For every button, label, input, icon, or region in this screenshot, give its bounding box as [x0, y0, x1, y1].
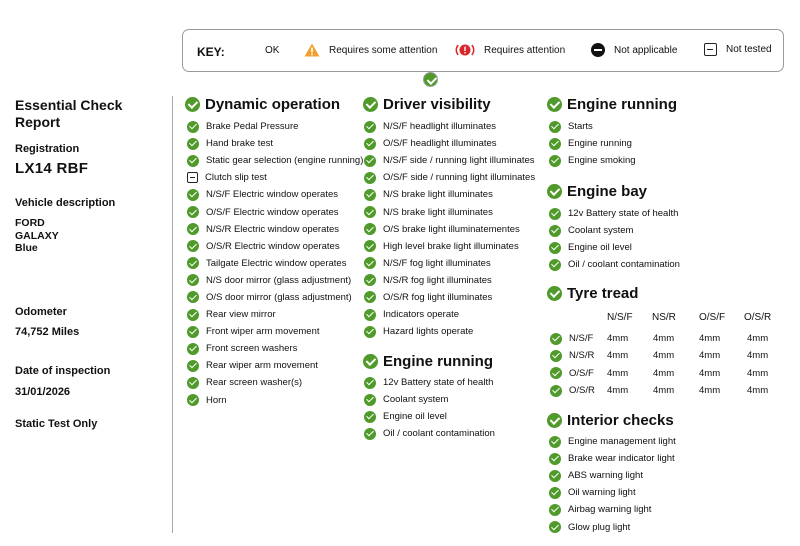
check-item-label: N/S/F headlight illuminates	[383, 121, 496, 133]
tyre-depth-value: 4mm	[747, 367, 769, 379]
tyre-header-osr: O/S/R	[744, 312, 772, 323]
ok-check-icon	[364, 377, 376, 389]
check-item-label: Engine running	[568, 138, 632, 150]
engine-running-mid-items	[364, 374, 495, 442]
check-item-label: ABS warning light	[568, 470, 643, 482]
check-item	[364, 238, 535, 255]
check-item	[187, 221, 363, 238]
check-item	[549, 222, 680, 239]
check-item	[187, 186, 363, 203]
not-tested-icon	[187, 172, 198, 183]
ok-check-icon	[187, 223, 199, 235]
check-item-label: Engine smoking	[568, 155, 636, 167]
ok-check-icon	[364, 274, 376, 286]
check-item	[549, 518, 676, 535]
tyre-depth-value: 4mm	[699, 385, 721, 397]
tyre-depth-value: 4mm	[747, 333, 769, 345]
ok-check-icon	[187, 360, 199, 372]
check-item	[187, 169, 363, 186]
ok-check-icon	[364, 394, 376, 406]
key-nt	[704, 43, 772, 56]
tyre-depth-value: 4mm	[607, 350, 629, 362]
ok-check-icon	[364, 189, 376, 201]
vehicle-label: Vehicle description	[15, 197, 116, 209]
vehicle-model: GALAXY	[15, 229, 59, 242]
engine-bay-items	[549, 205, 680, 273]
key-attention-label: Requires some attention	[329, 44, 438, 56]
check-item	[549, 256, 680, 273]
key-attention	[304, 43, 437, 57]
key-ok-label: OK	[265, 45, 280, 56]
check-item-label: N/S/F Electric window operates	[206, 189, 338, 201]
check-item-label: Coolant system	[568, 225, 634, 237]
section-engine-bay	[547, 183, 647, 200]
tyre-depth-value: 4mm	[699, 350, 721, 362]
check-item-label: Brake wear indicator light	[568, 453, 675, 465]
check-item	[187, 152, 363, 169]
ok-check-icon	[364, 155, 376, 167]
check-item	[549, 433, 676, 450]
ok-check-icon	[550, 350, 562, 362]
tyre-depth-value: 4mm	[653, 367, 675, 379]
check-item-label: Brake Pedal Pressure	[206, 121, 299, 133]
check-item	[549, 152, 636, 169]
tyre-header-nsr: NS/R	[652, 312, 676, 323]
section-engine-running-checks	[363, 353, 493, 370]
ok-check-icon	[187, 343, 199, 355]
inspection-date-value: 31/01/2026	[15, 386, 71, 398]
check-item-label: N/S brake light illuminates	[383, 206, 493, 218]
check-item	[364, 306, 535, 323]
ok-check-icon	[187, 121, 199, 133]
tyre-depth-value: 4mm	[607, 333, 629, 345]
tyre-depth-value: 4mm	[607, 385, 629, 397]
key-requires	[455, 43, 565, 57]
check-item	[549, 450, 676, 467]
ok-check-icon	[187, 274, 199, 286]
ok-check-icon	[549, 242, 561, 254]
check-item-label: 12v Battery state of health	[383, 377, 494, 389]
ok-check-icon	[187, 189, 199, 201]
check-item	[187, 135, 363, 152]
warning-triangle-icon	[304, 43, 320, 57]
check-item	[187, 357, 363, 374]
check-item	[364, 221, 535, 238]
ok-check-icon	[549, 436, 561, 448]
test-type: Static Test Only	[15, 418, 98, 430]
section-tyre-tread	[547, 285, 638, 302]
registration-value: LX14 RBF	[15, 160, 89, 177]
check-item-label: Rear wiper arm movement	[206, 360, 318, 372]
odometer-value: 74,752 Miles	[15, 326, 80, 338]
check-item	[364, 169, 535, 186]
section-title: Tyre tread	[567, 285, 639, 302]
tyre-depth-value: 4mm	[699, 367, 721, 379]
ok-check-icon	[549, 208, 561, 220]
ok-check-icon	[364, 240, 376, 252]
key-legend	[182, 29, 784, 72]
check-item-label: Front screen washers	[206, 343, 298, 355]
ok-check-icon	[364, 223, 376, 235]
check-item-label: Glow plug light	[568, 521, 631, 533]
check-item-label: 12v Battery state of health	[568, 208, 679, 220]
registration-label: Registration	[15, 143, 80, 155]
check-item-label: Engine oil level	[383, 411, 447, 423]
engine-running-items	[549, 118, 636, 169]
brake-warning-icon	[455, 43, 475, 57]
check-item	[364, 408, 495, 425]
check-item	[364, 272, 535, 289]
odometer-label: Odometer	[15, 306, 67, 318]
tyre-depth-value: 4mm	[653, 350, 675, 362]
check-item	[187, 323, 363, 340]
check-item-label: Clutch slip test	[205, 172, 267, 184]
check-item	[187, 306, 363, 323]
check-item	[549, 501, 676, 518]
check-item	[187, 238, 363, 255]
tyre-depth-value: 4mm	[653, 333, 675, 345]
ok-check-icon	[364, 326, 376, 338]
tyre-depth-value: 4mm	[607, 367, 629, 379]
ok-check-icon	[549, 225, 561, 237]
tyre-depth-value: 4mm	[699, 333, 721, 345]
ok-check-icon	[547, 97, 562, 112]
check-item-label: Coolant system	[383, 394, 449, 406]
report-title: Essential Check Report	[15, 97, 123, 130]
check-item-label: Engine management light	[568, 436, 676, 448]
ok-check-icon	[547, 413, 562, 428]
check-item-label: Rear screen washer(s)	[206, 377, 303, 389]
check-item-label: O/S/F headlight illuminates	[383, 138, 497, 150]
section-dynamic-operation	[185, 96, 340, 113]
check-item	[187, 255, 363, 272]
check-item-label: Hazard lights operate	[383, 326, 474, 338]
ok-check-icon	[187, 291, 199, 303]
ok-check-icon	[187, 138, 199, 150]
section-driver-visibility	[363, 96, 491, 113]
tyre-depth-value: 4mm	[747, 350, 769, 362]
tyre-depth-value: 4mm	[747, 385, 769, 397]
check-item-label: Indicators operate	[383, 309, 460, 321]
ok-check-icon	[549, 121, 561, 133]
check-item-label: O/S/F side / running light illuminates	[383, 172, 536, 184]
check-item	[364, 374, 495, 391]
check-item	[187, 374, 363, 391]
check-item-label: N/S/F fog light illuminates	[383, 257, 491, 269]
column-divider	[172, 96, 173, 533]
tyre-header-nsf: N/S/F	[607, 312, 633, 323]
ok-check-icon	[549, 470, 561, 482]
check-item-label: O/S brake light illuminatementes	[383, 223, 520, 235]
check-item	[549, 239, 680, 256]
check-item-label: N/S door mirror (glass adjustment)	[206, 274, 352, 286]
check-item-label: Rear view mirror	[206, 309, 276, 321]
check-item-label: N/S/R fog light illuminates	[383, 274, 492, 286]
ok-check-icon	[364, 411, 376, 423]
tyre-position: O/S/F	[569, 367, 594, 379]
check-item	[549, 135, 636, 152]
ok-check-icon	[363, 97, 378, 112]
tyre-position: N/S/F	[569, 333, 594, 345]
section-title: Engine running	[567, 96, 677, 113]
ok-check-icon	[364, 428, 376, 440]
check-item	[187, 289, 363, 306]
tyre-row	[550, 330, 780, 347]
not-tested-icon	[704, 43, 717, 56]
check-item-label: Starts	[568, 121, 593, 133]
check-item	[549, 205, 680, 222]
section-title: Interior checks	[567, 412, 674, 429]
tyre-row	[550, 365, 780, 382]
check-item-label: O/S/R Electric window operates	[206, 240, 340, 252]
ok-check-icon	[549, 504, 561, 516]
check-item	[364, 255, 535, 272]
check-item	[364, 186, 535, 203]
key-requires-label: Requires attention	[484, 44, 566, 56]
check-item-label: Static gear selection (engine running)	[206, 155, 364, 167]
vehicle-colour: Blue	[15, 242, 38, 254]
check-item-label: Oil / coolant contamination	[383, 428, 495, 440]
ok-check-icon	[185, 97, 200, 112]
ok-check-icon	[549, 521, 561, 533]
ok-check-icon	[187, 377, 199, 389]
section-title: Dynamic operation	[205, 96, 341, 113]
ok-check-icon	[549, 259, 561, 271]
tyre-row	[550, 347, 780, 364]
not-applicable-icon	[591, 43, 605, 57]
check-item-label: Front wiper arm movement	[206, 326, 320, 338]
key-na-label: Not applicable	[614, 44, 678, 56]
ok-check-icon	[187, 155, 199, 167]
ok-check-icon	[187, 326, 199, 338]
check-item	[364, 152, 535, 169]
ok-check-icon	[187, 309, 199, 321]
ok-check-icon	[364, 121, 376, 133]
vehicle-make: FORD	[15, 217, 45, 229]
check-item-label: Hand brake test	[206, 138, 274, 150]
check-item	[549, 467, 676, 484]
check-item-label: Horn	[206, 394, 227, 406]
ok-check-icon	[549, 487, 561, 499]
key-ok	[241, 43, 279, 58]
check-item	[187, 340, 363, 357]
ok-check-icon	[364, 206, 376, 218]
ok-check-icon	[549, 453, 561, 465]
check-item-label: Tailgate Electric window operates	[206, 257, 347, 269]
check-item	[549, 484, 676, 501]
ok-check-icon	[550, 367, 562, 379]
check-item	[187, 392, 363, 409]
ok-check-icon	[187, 240, 199, 252]
ok-check-icon	[364, 291, 376, 303]
key-nt-label: Not tested	[726, 44, 772, 55]
ok-check-icon	[549, 155, 561, 167]
check-item-label: N/S/R Electric window operates	[206, 223, 340, 235]
ok-check-icon	[423, 72, 438, 87]
check-item	[364, 289, 535, 306]
check-item-label: Airbag warning light	[568, 504, 652, 516]
ok-check-icon	[364, 257, 376, 269]
ok-check-icon	[364, 138, 376, 150]
check-item	[364, 425, 495, 442]
section-title: Driver visibility	[383, 96, 491, 113]
ok-check-icon	[364, 172, 376, 184]
tyre-position: O/S/R	[569, 385, 595, 397]
check-item-label: Oil / coolant contamination	[568, 259, 680, 271]
visibility-items	[364, 118, 535, 340]
section-title: Engine bay	[567, 183, 648, 200]
section-interior-checks	[547, 412, 674, 429]
check-item	[187, 272, 363, 289]
ok-check-icon	[187, 257, 199, 269]
interior-items	[549, 433, 676, 536]
check-item-label: Engine oil level	[568, 242, 632, 254]
check-item-label: Oil warning light	[568, 487, 636, 499]
section-engine-running	[547, 96, 677, 113]
check-item-label: O/S/R fog light illuminates	[383, 291, 493, 303]
ok-check-icon	[547, 184, 562, 199]
ok-check-icon	[549, 138, 561, 150]
inspection-date-label: Date of inspection	[15, 365, 111, 377]
tyre-row	[550, 382, 780, 399]
check-item	[364, 203, 535, 220]
tyre-header-osf: O/S/F	[699, 312, 726, 323]
check-item	[549, 118, 636, 135]
ok-check-icon	[364, 309, 376, 321]
dynamic-items	[187, 118, 363, 409]
ok-check-icon	[187, 394, 199, 406]
tyre-table	[550, 330, 780, 399]
check-item	[364, 323, 535, 340]
check-item	[187, 203, 363, 220]
check-item	[364, 135, 535, 152]
check-item	[364, 118, 535, 135]
key-na	[591, 43, 677, 57]
ok-check-icon	[550, 385, 562, 397]
check-item	[187, 118, 363, 135]
ok-check-icon	[547, 286, 562, 301]
check-item	[364, 391, 495, 408]
section-title: Engine running	[383, 353, 493, 370]
ok-check-icon	[187, 206, 199, 218]
check-item-label: O/S door mirror (glass adjustment)	[206, 291, 352, 303]
tyre-depth-value: 4mm	[653, 385, 675, 397]
key-title: KEY:	[197, 45, 225, 59]
check-item-label: N/S brake light illuminates	[383, 189, 493, 201]
check-item-label: High level brake light illuminates	[383, 240, 519, 252]
check-item-label: N/S/F side / running light illuminates	[383, 155, 535, 167]
ok-check-icon	[363, 354, 378, 369]
check-item-label: O/S/F Electric window operates	[206, 206, 339, 218]
ok-check-icon	[550, 333, 562, 345]
tyre-position: N/S/R	[569, 350, 595, 362]
vehicle-description	[15, 217, 59, 255]
